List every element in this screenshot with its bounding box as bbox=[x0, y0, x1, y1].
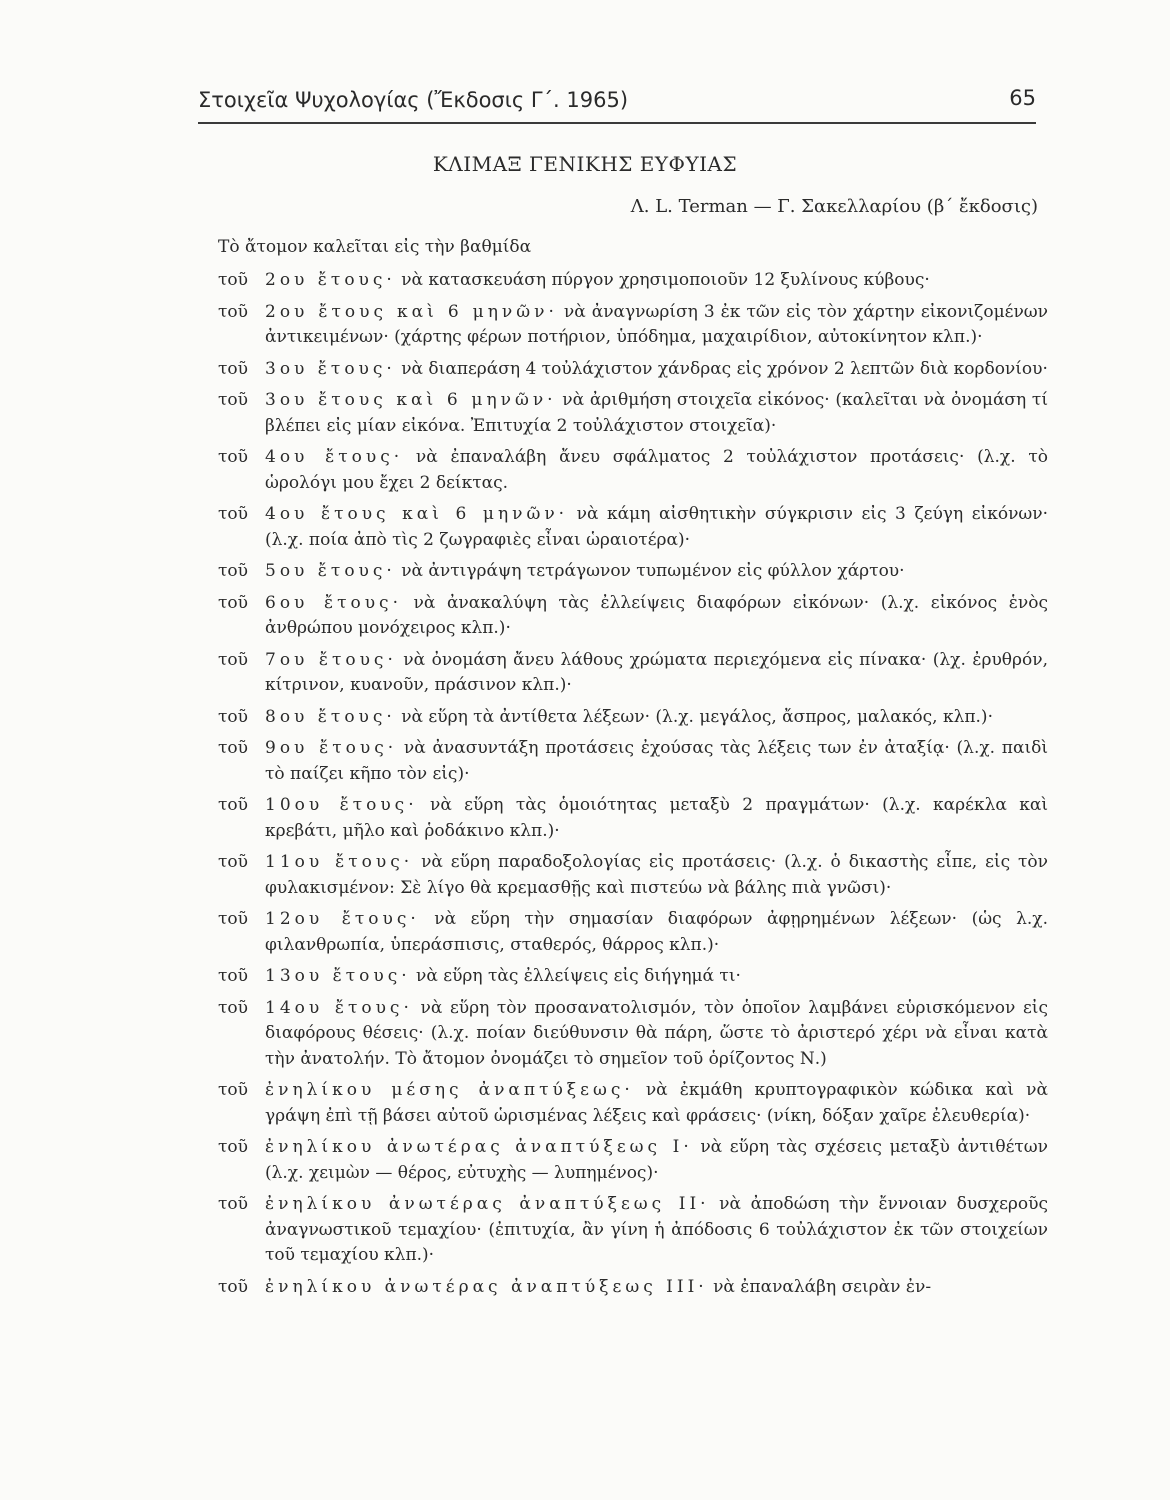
entry-body bbox=[265, 648, 1048, 699]
list-item bbox=[218, 1078, 1048, 1129]
list-item bbox=[218, 591, 1048, 642]
entry-prefix: τοῦ bbox=[218, 997, 248, 1018]
entry-body bbox=[265, 907, 1048, 958]
entry-body bbox=[265, 1275, 1048, 1301]
list-item bbox=[218, 648, 1048, 699]
entry-age-level: 5ου ἔτους· bbox=[265, 561, 396, 581]
entry-description: νὰ εὕρη τὰ ἀντίθετα λέξεων· (λ.χ. μεγάλος, ἄσπρος, μαλακός, κλπ.)· bbox=[395, 706, 993, 727]
list-item bbox=[218, 559, 1048, 585]
entry-age-level: 7ου ἔτους· bbox=[265, 649, 397, 670]
entry-prefix: τοῦ bbox=[218, 1137, 248, 1157]
entry-description: νὰ ἀνακαλύψη τὰς ἐλλείψεις διαφόρων εἰκόνων· (λ.χ. εἰκόνος ἑνὸς ἀνθρώπου μονόχειρος κλπ.)· bbox=[265, 592, 1048, 638]
entry-description: νὰ ἀναγνωρίση 3 ἐκ τῶν εἰς τὸν χάρτην εἰκονιζομένων ἀντικειμένων· (χάρτης φέρων ποτήριον, ὑπόδημα, μαχαιρίδιον, αὐτοκίνητον κλπ.)· bbox=[265, 301, 1048, 347]
entry-body bbox=[265, 1078, 1048, 1129]
entry-description: νὰ ἀριθμήση στοιχεῖα εἰκόνος· (καλεῖται νὰ ὀνομάση τί βλέπει εἰς μίαν εἰκόνα. Ἐπιτυχία 2 τοὐλάχιστον στοιχεῖα)· bbox=[265, 390, 1048, 436]
entry-age-level: 11ου ἔτους· bbox=[265, 852, 414, 872]
list-item bbox=[218, 1135, 1048, 1186]
entry-age-level: 4ου ἔτους καὶ 6 μηνῶν· bbox=[265, 504, 569, 524]
entry-prefix: τοῦ bbox=[218, 592, 248, 613]
entry-prefix: τοῦ bbox=[218, 1276, 248, 1297]
entry-description: νὰ κάμη αἰσθητικὴν σύγκρισιν εἰς 3 ζεύγη εἰκόνων· (λ.χ. ποία ἀπὸ τὶς 2 ζωγραφιὲς εἶναι ὡραιοτέρα)· bbox=[265, 504, 1048, 550]
entry-body bbox=[265, 996, 1048, 1073]
entry-body bbox=[265, 502, 1048, 553]
list-item bbox=[218, 502, 1048, 553]
entry-age-level: 6ου ἔτους· bbox=[265, 592, 402, 613]
entry-age-level: 2ου ἔτους καὶ 6 μηνῶν· bbox=[265, 301, 558, 322]
entry-prefix: τοῦ bbox=[218, 390, 248, 410]
entry-prefix: τοῦ bbox=[218, 706, 248, 727]
entry-prefix: τοῦ bbox=[218, 852, 248, 872]
entry-age-level: ἐνηλίκου ἀνωτέρας ἀναπτύξεως ΙΙΙ· bbox=[265, 1276, 708, 1297]
entry-description: νὰ ἐπαναλάβη ἄνευ σφάλματος 2 τοὐλάχιστον προτάσεις· (λ.χ. τὸ ὡρολόγι μου ἔχει 2 δείκτας. bbox=[265, 447, 1048, 493]
entry-body bbox=[265, 1135, 1048, 1186]
list-item bbox=[218, 300, 1048, 351]
entry-description: νὰ ἐπαναλάβη σειρὰν ἐν- bbox=[707, 1276, 932, 1297]
entry-prefix: τοῦ bbox=[218, 966, 248, 986]
list-item bbox=[218, 1192, 1048, 1269]
entry-age-level: 9ου ἔτους· bbox=[265, 738, 398, 758]
list-item bbox=[218, 268, 1048, 294]
entry-prefix: τοῦ bbox=[218, 649, 248, 670]
entry-prefix: τοῦ bbox=[218, 738, 248, 758]
list-item bbox=[218, 907, 1048, 958]
entry-body bbox=[265, 388, 1048, 439]
list-item bbox=[218, 445, 1048, 496]
entry-prefix: τοῦ bbox=[218, 1080, 248, 1100]
list-item bbox=[218, 793, 1048, 844]
entry-body bbox=[265, 1192, 1048, 1269]
entry-description: νὰ κατασκευάση πύργον χρησιμοποιοῦν 12 ξυλίνους κύβους· bbox=[395, 270, 930, 290]
entry-prefix: τοῦ bbox=[218, 909, 248, 929]
entry-body bbox=[265, 559, 1048, 585]
entry-prefix: τοῦ bbox=[218, 358, 248, 379]
entry-description: νὰ εὕρη τὰς ὁμοιότητας μεταξὺ 2 πραγμάτων· (λ.χ. καρέκλα καὶ κρεβάτι, μῆλο καὶ ῥοδάκινο κλπ.)· bbox=[265, 795, 1048, 841]
entry-age-level: 3ου ἔτους καὶ 6 μηνῶν· bbox=[265, 390, 557, 410]
entry-body bbox=[265, 591, 1048, 642]
list-item bbox=[218, 996, 1048, 1073]
entry-prefix: τοῦ bbox=[218, 504, 248, 524]
entry-description: νὰ εὕρη τὰς σχέσεις μεταξὺ ἀντιθέτων (λ.χ. χειμὼν — θέρος, εὐτυχὴς — λυπημένος)· bbox=[265, 1137, 1048, 1183]
entry-prefix: τοῦ bbox=[218, 301, 248, 322]
entry-age-level: 2ου ἔτους· bbox=[265, 270, 396, 290]
entry-description: νὰ εὕρη τὴν σημασίαν διαφόρων ἀφῃρημένων λέξεων· (ὡς λ.χ. φιλανθρωπία, ὑπεράσπισις, σταθερός, θάρρος κλπ.)· bbox=[265, 909, 1048, 955]
entry-description: νὰ ἀντιγράψη τετράγωνον τυπωμένον εἰς φύλλον χάρτου· bbox=[395, 561, 905, 581]
entry-age-level: 8ου ἔτους· bbox=[265, 706, 396, 727]
list-item bbox=[218, 357, 1048, 383]
list-item bbox=[218, 1275, 1048, 1301]
entry-body bbox=[265, 300, 1048, 351]
running-header bbox=[198, 86, 1036, 124]
entry-age-level: 14ου ἔτους· bbox=[265, 997, 413, 1018]
entry-body bbox=[265, 268, 1048, 294]
entry-age-level: 13ου ἔτους· bbox=[265, 966, 411, 986]
entry-prefix: τοῦ bbox=[218, 447, 248, 467]
entry-prefix: τοῦ bbox=[218, 270, 248, 290]
list-item bbox=[218, 964, 1048, 990]
authors-line: Λ. L. Terman — Γ. Σακελλαρίου (β΄ ἔκδοσις) bbox=[630, 196, 1038, 217]
scale-entries-list bbox=[218, 268, 1048, 1306]
entry-description: νὰ εὕρη παραδοξολογίας εἰς προτάσεις· (λ.χ. ὁ δικαστὴς εἶπε, εἰς τὸν φυλακισμένον: Σὲ λίγο θὰ κρεμασθῇς καὶ πιστεύω νὰ βάλης πιὰ γνῶσι)· bbox=[265, 852, 1048, 898]
entry-body bbox=[265, 705, 1048, 731]
entry-prefix: τοῦ bbox=[218, 1194, 248, 1214]
intro-text: Τὸ ἄτομον καλεῖται εἰς τὴν βαθμίδα bbox=[218, 237, 532, 257]
entry-description: νὰ ἐκμάθη κρυπτογραφικὸν κώδικα καὶ νὰ γράψη ἐπὶ τῇ βάσει αὐτοῦ ὡρισμένας λέξεις καὶ φράσεις· (νίκη, δόξαν χαῖρε ἐλευθερία)· bbox=[265, 1080, 1048, 1126]
list-item bbox=[218, 388, 1048, 439]
entry-age-level: ἐνηλίκου ἀνωτέρας ἀναπτύξεως Ι· bbox=[265, 1137, 693, 1157]
page-title: ΚΛΙΜΑΞ ΓΕΝΙΚΗΣ ΕΥΦΥΙΑΣ bbox=[432, 152, 738, 176]
entry-description: νὰ ἀποδώση τὴν ἔννοιαν δυσχεροῦς ἀναγνωστικοῦ τεμαχίου· (ἐπιτυχία, ἂν γίνη ἡ ἀπόδοσις 6 τοὐλάχιστον ἐκ τῶν στοιχείων τοῦ τεμαχίου κλπ.)· bbox=[265, 1194, 1048, 1265]
entry-description: νὰ εὕρη τὸν προσανατολισμόν, τὸν ὁποῖον λαμβάνει εὑρισκόμενον εἰς διαφόρους θέσεις· (λ.χ. ποίαν διεύθυνσιν θὰ πάρη, ὥστε τὸ ἀριστερό χέρι νὰ εἶναι κατὰ τὴν ἀνατολήν. Τὸ ἄτομον ὀνομάζει τὸ σημεῖον τοῦ ὁρίζοντος Ν.) bbox=[265, 997, 1048, 1069]
entry-description: νὰ ἀνασυντάξη προτάσεις ἐχούσας τὰς λέξεις των ἐν ἀταξίᾳ· (λ.χ. παιδὶ τὸ παίζει κῆπο τὸν εἰς)· bbox=[265, 738, 1049, 784]
entry-prefix: τοῦ bbox=[218, 561, 248, 581]
list-item bbox=[218, 850, 1048, 901]
entry-description: νὰ εὕρη τὰς ἐλλείψεις εἰς διήγημά τι· bbox=[410, 966, 741, 986]
entry-body bbox=[265, 357, 1048, 383]
list-item bbox=[218, 705, 1048, 731]
entry-body bbox=[265, 964, 1048, 990]
entry-age-level: 10ου ἔτους· bbox=[265, 795, 418, 815]
entry-body bbox=[265, 736, 1048, 787]
page-number: 65 bbox=[1009, 86, 1036, 110]
entry-age-level: 12ου ἔτους· bbox=[265, 909, 420, 929]
entry-age-level: ἐνηλίκου μέσης ἀναπτύξεως· bbox=[265, 1080, 634, 1100]
book-title: Στοιχεῖα Ψυχολογίας (Ἔκδοσις Γ΄. 1965) bbox=[198, 88, 629, 112]
entry-age-level: 3ου ἔτους· bbox=[265, 358, 396, 379]
entry-age-level: 4ου ἔτους· bbox=[265, 447, 404, 467]
entry-prefix: τοῦ bbox=[218, 795, 248, 815]
entry-body bbox=[265, 850, 1048, 901]
entry-body bbox=[265, 445, 1048, 496]
entry-body bbox=[265, 793, 1048, 844]
entry-description: νὰ διαπεράση 4 τοὐλάχιστον χάνδρας εἰς χρόνον 2 λεπτῶν διὰ κορδονίου· bbox=[395, 358, 1048, 379]
entry-description: νὰ ὀνομάση ἄνευ λάθους χρώματα περιεχόμενα εἰς πίνακα· (λχ. ἐρυθρόν, κίτρινον, κυανοῦν, πράσινον κλπ.)· bbox=[265, 649, 1048, 695]
entry-age-level: ἐνηλίκου ἀνωτέρας ἀναπτύξεως ΙΙ· bbox=[265, 1194, 710, 1214]
list-item bbox=[218, 736, 1048, 787]
